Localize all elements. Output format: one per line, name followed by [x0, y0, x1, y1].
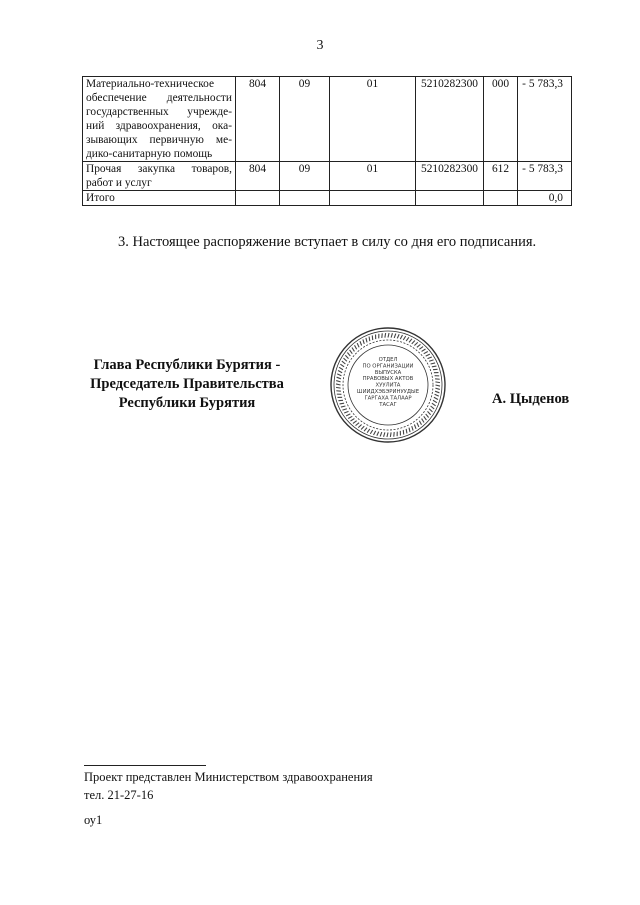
seal-text-line: ГАРГАХА ТАЛААР — [364, 395, 412, 402]
official-seal-stamp — [328, 325, 448, 445]
name-line: работ и услуг — [86, 177, 152, 189]
name-line: ний здравоохранения, ока- — [86, 120, 232, 132]
seal-text-line: ТАСАГ — [379, 401, 397, 408]
target-item-cell: 5210282300 — [416, 162, 484, 191]
seal-text-line: ПО ОРГАНИЗАЦИИ — [362, 363, 414, 370]
name-line: Материально-техническое — [86, 78, 215, 90]
subsection-code-cell — [330, 191, 416, 206]
expense-type-cell: 000 — [484, 77, 518, 162]
table-row — [83, 191, 572, 206]
name-line: обеспечение деятельности — [86, 92, 232, 104]
budget-table — [82, 76, 572, 206]
ministry-code-cell — [236, 191, 280, 206]
signatory-title-line: Глава Республики Бурятия - — [93, 357, 281, 373]
name-line: Прочая закупка товаров, — [86, 163, 232, 175]
section-code-cell — [280, 191, 330, 206]
footnote — [84, 768, 373, 804]
subsection-code-cell: 01 — [330, 162, 416, 191]
subsection-code-cell: 01 — [330, 77, 416, 162]
seal-text-line: ХУУЛИТА — [375, 382, 401, 389]
expense-type-cell: 612 — [484, 162, 518, 191]
clause-3: 3. Настоящее распоряжение вступает в силу со дня его подписания. — [118, 234, 537, 250]
target-item-cell — [416, 191, 484, 206]
signatory-name: А. Цыденов — [492, 391, 570, 407]
name-line: дико-санитарную помощь — [86, 148, 213, 160]
document-code-mark: оу1 — [84, 813, 103, 827]
name-line: зывающих первичную ме- — [86, 134, 232, 146]
footnote-line: тел. 21-27-16 — [84, 788, 154, 802]
name-line: Итого — [86, 192, 115, 204]
footnote-divider — [84, 765, 206, 766]
expense-type-cell — [484, 191, 518, 206]
ministry-code-cell: 804 — [236, 162, 280, 191]
expense-name-cell — [83, 162, 236, 191]
ministry-code-cell: 804 — [236, 77, 280, 162]
table-row — [83, 77, 572, 162]
page-number: 3 — [316, 38, 324, 53]
amount-cell: 0,0 — [518, 191, 572, 206]
amount-cell: - 5 783,3 — [518, 77, 572, 162]
seal-text-line: ШИИДХЭБЭРИНУУДЫЕ — [356, 389, 420, 395]
table-row — [83, 162, 572, 191]
seal-text-line: ПРАВОВЫХ АКТОВ — [362, 376, 414, 383]
signatory-title — [76, 356, 298, 413]
expense-name-cell — [83, 191, 236, 206]
amount-cell: - 5 783,3 — [518, 162, 572, 191]
signatory-title-line: Председатель Правительства — [90, 376, 284, 392]
section-code-cell: 09 — [280, 77, 330, 162]
expense-name-cell — [83, 77, 236, 162]
target-item-cell: 5210282300 — [416, 77, 484, 162]
seal-text-line: ВЫПУСКА — [374, 369, 402, 376]
name-line: государственных учрежде- — [86, 106, 232, 118]
signatory-title-line: Республики Бурятия — [118, 395, 256, 411]
footnote-line: Проект представлен Министерством здравоохранения — [84, 770, 373, 784]
seal-text-line: ОТДЕЛ — [378, 357, 398, 363]
seal-inner-text — [357, 357, 420, 408]
section-code-cell: 09 — [280, 162, 330, 191]
